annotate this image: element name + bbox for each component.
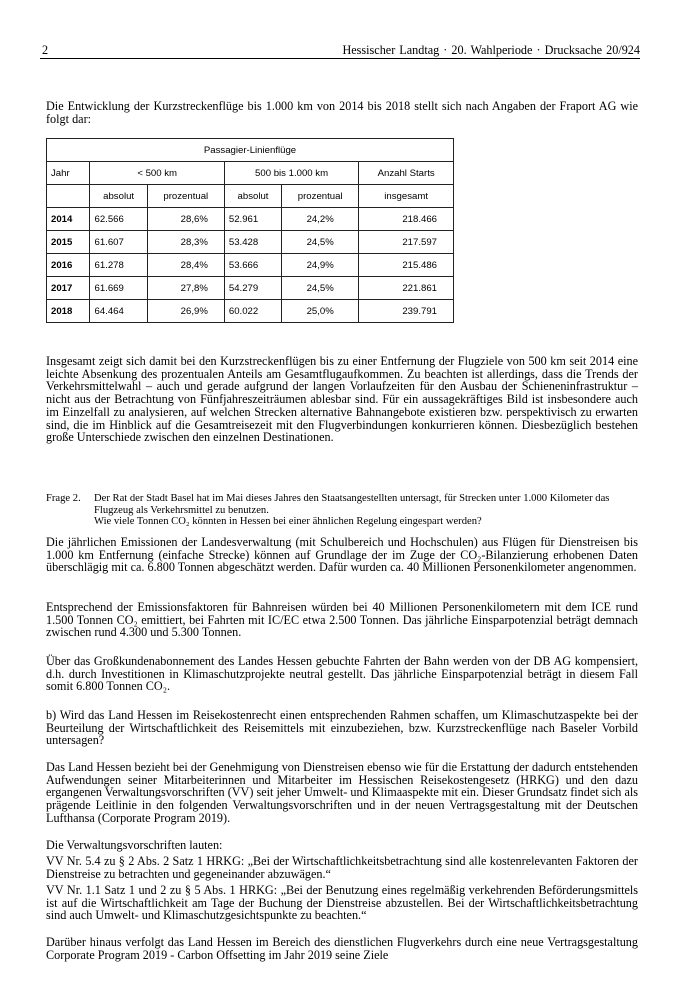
table-sub-row	[47, 185, 454, 208]
cell-prozent-500-1000: 24,2%	[282, 208, 359, 231]
cell-jahr: 2018	[47, 300, 90, 323]
question-line-2: Wie viele Tonnen CO₂ könnten in Hessen bei einer ähnlichen Regelung eingespart werden?	[94, 516, 482, 527]
cell-starts: 221.861	[359, 277, 454, 300]
faktoren-paragraph: Entsprechend der Emissionsfaktoren für Bahnreisen würden bei 40 Millionen Personenkilometern mit dem ICE rund 1.500 Tonnen CO₂ emittiert, bei Fahrten mit IC/EC etwa 2.500 Tonnen. Das jährliche Einsparpotenzial beträgt demnach zwischen rund 4.300 und 5.300 Tonnen.	[46, 600, 638, 640]
cell-starts: 218.466	[359, 208, 454, 231]
insgesamt-paragraph: Insgesamt zeigt sich damit bei den Kurzstreckenflügen bis zu einer Entfernung der Flugziele von 500 km seit 2014 eine leichte Absenkung des prozentualen Anteils am Gesamtflugaufkommen. Zu beachten ist allerdings, dass die Trends der Verkehrsmittelwahl – auch und gerade aufgrund der langen Vorlaufzeiten für den Ausbau der Schieneninfrastruktur – nicht aus der Betrachtung von Fünfjahreszeiträumen ablesbar sind. Für ein aussagekräftiges Bild ist insbesondere auch im Einzelfall zu analysieren, auf welchen Strecken alternative Bahnangebote existieren bzw. perspektivisch zu erwarten sind, die im Hinblick auf die Gesamtreisezeit mit den Flugverbindungen konkurrieren können. Diesbezüglich bestehen große Unterschiede zwischen den einzelnen Destinationen.	[46, 354, 638, 445]
cell-absolut-lt500: 61.607	[90, 231, 147, 254]
emissionen-paragraph: Die jährlichen Emissionen der Landesverwaltung (mit Schulbereich und Hochschulen) aus Flügen für Dienstreisen bis 1.000 km Entfernung (einfache Strecke) können auf Grundlage der im Zuge der CO₂-Bilanzierung erhobenen Daten überschlägig mit ca. 6.800 Tonnen abgeschätzt werden. Dafür wurden ca. 40 Millionen Personenkilometer angenommen.	[46, 535, 638, 575]
cell-jahr: 2015	[47, 231, 90, 254]
table-row	[47, 277, 454, 300]
sub-prozentual: prozentual	[282, 185, 359, 208]
flights-table	[46, 138, 454, 323]
table-title-row	[47, 139, 454, 162]
group-starts: Anzahl Starts	[359, 162, 454, 185]
cell-starts: 217.597	[359, 231, 454, 254]
intro-paragraph: Die Entwicklung der Kurzstreckenflüge bis 1.000 km von 2014 bis 2018 stellt sich nach Angaben der Fraport AG wie folgt dar:	[46, 99, 638, 126]
cell-starts: 215.486	[359, 254, 454, 277]
cell-absolut-lt500: 62.566	[90, 208, 147, 231]
table-row	[47, 300, 454, 323]
cell-prozent-500-1000: 24,5%	[282, 231, 359, 254]
sub-insgesamt: insgesamt	[359, 185, 454, 208]
darueber-paragraph: Darüber hinaus verfolgt das Land Hessen im Bereich des dienstlichen Flugverkehrs durch eine neue Vertragsgestaltung Corporate Program 2019 - Carbon Offsetting im Jahr 2019 seine Ziele	[46, 935, 638, 962]
vv1-paragraph: VV Nr. 5.4 zu § 2 Abs. 2 Satz 1 HRKG: „Bei der Wirtschaftlichkeitsbetrachtung sind alle kostenrelevanten Faktoren der Dienstreise zu betrachten und gegeneinander abzuwägen.“	[46, 854, 638, 881]
table-group-row	[47, 162, 454, 185]
question-line-1: Der Rat der Stadt Basel hat im Mai dieses Jahres den Staatsangestellten untersagt, für Strecken unter 1.000 Kilometer das Flugzeug als Verkehrsmittel zu benutzen.	[94, 493, 610, 516]
cell-absolut-lt500: 61.278	[90, 254, 147, 277]
cell-absolut-500-1000: 54.279	[224, 277, 281, 300]
cell-absolut-lt500: 64.464	[90, 300, 147, 323]
cell-absolut-lt500: 61.669	[90, 277, 147, 300]
table-row	[47, 208, 454, 231]
cell-starts: 239.791	[359, 300, 454, 323]
cell-prozent-500-1000: 24,9%	[282, 254, 359, 277]
cell-absolut-500-1000: 53.428	[224, 231, 281, 254]
table-title: Passagier-Linienflüge	[47, 139, 454, 162]
cell-jahr: 2014	[47, 208, 90, 231]
cell-prozent-lt500: 28,4%	[147, 254, 224, 277]
question-label: Frage 2.	[46, 493, 81, 504]
sub-prozentual: prozentual	[147, 185, 224, 208]
land-paragraph: Das Land Hessen bezieht bei der Genehmigung von Dienstreisen ebenso wie für die Erstattung der dadurch entstehenden Aufwendungen seiner Mitarbeiterinnen und Mitarbeiter im Hessischen Reisekostengesetz (HRKG) und den dazu ergangenen Verwaltungsvorschriften (VV) seit jeher Umwelt- und Klimaaspekte mit ein. Dieser Grundsatz findet sich als prägende Leitlinie in den folgenden Verwaltungsvorschriften und in der neuen Vertragsgestaltung mit der Deutschen Lufthansa (Corporate Program 2019).	[46, 760, 638, 825]
running-title: Hessischer Landtag · 20. Wahlperiode · Drucksache 20/924	[342, 43, 640, 57]
col-jahr: Jahr	[47, 162, 90, 185]
cell-absolut-500-1000: 52.961	[224, 208, 281, 231]
cell-prozent-lt500: 28,6%	[147, 208, 224, 231]
vv-intro-paragraph: Die Verwaltungsvorschriften lauten:	[46, 838, 223, 852]
cell-prozent-lt500: 28,3%	[147, 231, 224, 254]
group-500-1000: 500 bis 1.000 km	[224, 162, 358, 185]
page-number: 2	[42, 43, 49, 57]
cell-prozent-500-1000: 25,0%	[282, 300, 359, 323]
cell-prozent-lt500: 26,9%	[147, 300, 224, 323]
sub-empty	[47, 185, 90, 208]
cell-prozent-500-1000: 24,5%	[282, 277, 359, 300]
group-lt500: < 500 km	[90, 162, 224, 185]
table-row	[47, 254, 454, 277]
cell-jahr: 2016	[47, 254, 90, 277]
db-paragraph: Über das Großkundenabonnement des Landes Hessen gebuchte Fahrten der Bahn werden von der DB AG kompensiert, d.h. durch Investitionen in Klimaschutzprojekte neutral gestellt. Das jährliche Einsparpotenzial beträgt in diesem Fall somit 6.800 Tonnen CO₂.	[46, 654, 638, 694]
header-rule	[40, 58, 640, 59]
cell-absolut-500-1000: 53.666	[224, 254, 281, 277]
table-row	[47, 231, 454, 254]
cell-prozent-lt500: 27,8%	[147, 277, 224, 300]
vv2-paragraph: VV Nr. 1.1 Satz 1 und 2 zu § 5 Abs. 1 HRKG: „Bei der Benutzung eines regelmäßig verkehrenden Beförderungsmittels ist auf die Wirtschaftlichkeit am Tage der Buchung der Dienstreise abzustellen. Bei der Wirtschaftlichkeitsbetrachtung sind auch Umwelt- und Klimaschutzgesichtspunkte zu beachten.“	[46, 883, 638, 923]
frage-b-paragraph: b) Wird das Land Hessen im Reisekostenrecht einen entsprechenden Rahmen schaffen, um Klimaschutzaspekte bei der Beurteilung der Wirtschaftlichkeit des Reisemittels mit einzubeziehen, bzw. Kurzstreckenflüge nach Baseler Vorbild untersagen?	[46, 708, 638, 748]
sub-absolut: absolut	[224, 185, 281, 208]
page-header	[40, 42, 640, 58]
cell-jahr: 2017	[47, 277, 90, 300]
cell-absolut-500-1000: 60.022	[224, 300, 281, 323]
sub-absolut: absolut	[90, 185, 147, 208]
question-text	[94, 493, 638, 528]
